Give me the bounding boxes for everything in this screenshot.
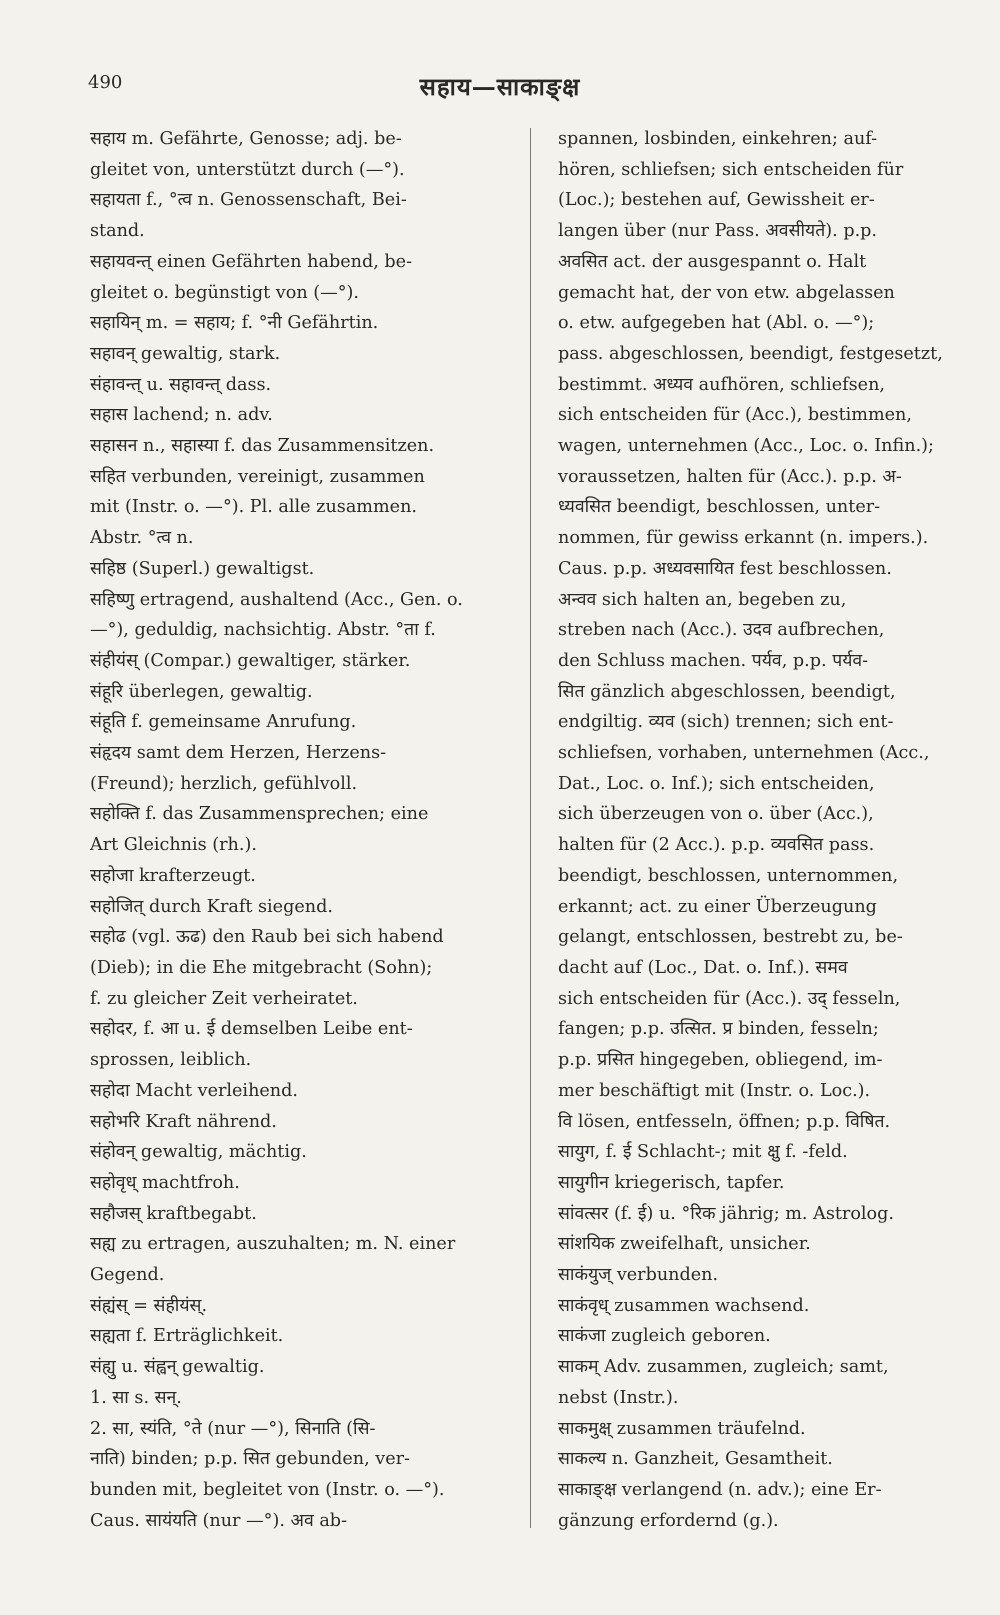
right-column-line: nebst (Instr.). bbox=[558, 1387, 679, 1408]
left-column-line: सहावन् gewaltig, stark. bbox=[90, 343, 281, 364]
right-column-line: halten für (2 Acc.). p.p. व्यवसित pass. bbox=[558, 835, 875, 856]
left-column-line: संह्यंस् = संहीयंस्. bbox=[90, 1295, 208, 1316]
left-column-line: सहिष्ठ (Superl.) gewaltigst. bbox=[90, 558, 315, 579]
right-column-line: p.p. प्रसित hingegeben, obliegend, im- bbox=[558, 1050, 883, 1071]
left-column-line: सहोदा Macht verleihend. bbox=[90, 1080, 298, 1101]
left-column-line: संहूति f. gemeinsame Anrufung. bbox=[90, 712, 357, 733]
left-column-line: सहोजित् durch Kraft siegend. bbox=[90, 896, 333, 917]
left-column-line: 2. सा, स्यंति, °ते (nur —°), सिनाति (सि- bbox=[90, 1418, 376, 1439]
page-number: 490 bbox=[88, 72, 123, 93]
right-column-line: sich entscheiden für (Acc.), bestimmen, bbox=[558, 405, 912, 426]
left-column-line: सह्यता f. Erträglichkeit. bbox=[90, 1326, 284, 1347]
left-column-line: संहूरि überlegen, gewaltig. bbox=[90, 681, 313, 702]
left-column-line: सहोढ (vgl. ऊढ) den Raub bei sich habend bbox=[90, 927, 444, 948]
right-column-line: nommen, für gewiss erkannt (n. impers.). bbox=[558, 528, 929, 549]
right-column-line: schliefsen, vorhaben, unternehmen (Acc., bbox=[558, 743, 930, 764]
left-column-line: Abstr. °त्व n. bbox=[90, 528, 194, 549]
right-column-line: अन्वव sich halten an, begeben zu, bbox=[558, 589, 847, 610]
right-column-line: ध्यवसित beendigt, beschlossen, unter- bbox=[558, 497, 881, 518]
right-column-line: spannen, losbinden, einkehren; auf- bbox=[558, 129, 878, 149]
left-column-line: संहोवन् gewaltig, mächtig. bbox=[90, 1142, 307, 1163]
left-column-line: सह्य zu ertragen, auszuhalten; m. N. einer bbox=[90, 1234, 456, 1255]
right-column-line: साकमुक्ष् zusammen träufelnd. bbox=[558, 1418, 806, 1439]
right-column-line: hören, schliefsen; sich entscheiden für bbox=[558, 159, 904, 180]
left-column-line: 1. सा s. सन्. bbox=[90, 1387, 182, 1408]
right-column-line: sich entscheiden für (Acc.). उद् fesseln, bbox=[558, 988, 901, 1009]
left-column-line: सहोजा krafterzeugt. bbox=[90, 865, 256, 886]
right-column-line: beendigt, beschlossen, unternommen, bbox=[558, 865, 899, 886]
left-column-line: संहावन्त् u. सहावन्त् dass. bbox=[90, 374, 272, 395]
running-head: सहाय—साकाङ्क्ष bbox=[419, 72, 581, 101]
right-column-line: वि lösen, entfesseln, öffnen; p.p. विषित. bbox=[558, 1111, 891, 1132]
right-column-line: साकल्य n. Ganzheit, Gesamtheit. bbox=[558, 1449, 833, 1470]
left-column-line: Gegend. bbox=[90, 1265, 165, 1286]
left-column-line: sprossen, leiblich. bbox=[90, 1050, 252, 1071]
right-column-line: gänzung erfordernd (g.). bbox=[558, 1510, 779, 1531]
right-column-line: o. etw. aufgegeben hat (Abl. o. —°); bbox=[558, 313, 875, 334]
right-column-line: सित gänzlich abgeschlossen, beendigt, bbox=[558, 681, 896, 702]
right-column-line: सायुगीन kriegerisch, tapfer. bbox=[558, 1172, 785, 1193]
left-column-line: Caus. सायंयति (nur —°). अव ab- bbox=[90, 1510, 348, 1531]
left-column bbox=[90, 124, 518, 1536]
right-column-line: fangen; p.p. उत्सित. प्र binden, fesseln; bbox=[558, 1019, 879, 1040]
left-column-line: सहायवन्त् einen Gefährten habend, be- bbox=[90, 251, 413, 272]
left-column-line: सहायता f., °त्व n. Genossenschaft, Bei- bbox=[90, 190, 407, 211]
left-column-line: f. zu gleicher Zeit verheiratet. bbox=[90, 988, 358, 1009]
right-column-line: Caus. p.p. अध्यवसायित fest beschlossen. bbox=[558, 558, 892, 579]
left-column-line: सहौजस् kraftbegabt. bbox=[90, 1203, 257, 1224]
right-column-line: gemacht hat, der von etw. abgelassen bbox=[558, 282, 895, 303]
left-column-line: संहीयंस् (Compar.) gewaltiger, stärker. bbox=[90, 650, 411, 671]
left-column-line: —°), geduldig, nachsichtig. Abstr. °ता f. bbox=[90, 620, 436, 641]
right-column-line: अवसित act. der ausgespannt o. Halt bbox=[558, 251, 867, 272]
right-column-line: Dat., Loc. o. Inf.); sich entscheiden, bbox=[558, 773, 875, 794]
left-column-line: सहोभरि Kraft nährend. bbox=[90, 1111, 277, 1132]
right-column-line: pass. abgeschlossen, beendigt, festgesetzt, bbox=[558, 343, 943, 364]
right-column-line: bestimmt. अध्यव aufhören, schliefsen, bbox=[558, 374, 886, 395]
left-column-line: mit (Instr. o. —°). Pl. alle zusammen. bbox=[90, 497, 418, 518]
left-column-line: gleitet o. begünstigt von (—°). bbox=[90, 282, 359, 303]
left-column-line: सहाय m. Gefährte, Genosse; adj. be- bbox=[90, 129, 402, 149]
left-column-line: सहायिन् m. = सहाय; f. °नी Gefährtin. bbox=[90, 313, 379, 334]
left-column-line: सहोक्ति f. das Zusammensprechen; eine bbox=[90, 804, 429, 825]
right-column-line: gelangt, entschlossen, bestrebt zu, be- bbox=[558, 927, 903, 948]
right-column-line: सांशयिक zweifelhaft, unsicher. bbox=[558, 1234, 811, 1255]
right-column-line: साकाङ्क्ष verlangend (n. adv.); eine Er- bbox=[558, 1479, 882, 1500]
right-column-line: dacht auf (Loc., Dat. o. Inf.). समव bbox=[558, 957, 848, 978]
right-column-line: erkannt; act. zu einer Überzeugung bbox=[558, 896, 877, 917]
left-column-line: सहोदर, f. आ u. ई demselben Leibe ent- bbox=[90, 1019, 413, 1040]
left-column-line: bunden mit, begleitet von (Instr. o. —°). bbox=[90, 1479, 445, 1500]
column-divider bbox=[530, 128, 531, 1528]
left-column-line: gleitet von, unterstützt durch (—°). bbox=[90, 159, 405, 180]
right-column-line: साकंजा zugleich geboren. bbox=[558, 1326, 771, 1347]
right-column-line: langen über (nur Pass. अवसीयते). p.p. bbox=[558, 221, 878, 242]
right-column-line: सांवत्सर (f. ई) u. °रिक jährig; m. Astrolog. bbox=[558, 1203, 894, 1224]
left-column-line: सहोवृध् machtfroh. bbox=[90, 1172, 240, 1193]
right-column bbox=[558, 124, 954, 1536]
left-column-line: stand. bbox=[90, 221, 145, 242]
left-column-line: Art Gleichnis (rh.). bbox=[90, 835, 257, 856]
right-column-line: साकंयुज् verbunden. bbox=[558, 1265, 719, 1286]
right-column-line: mer beschäftigt mit (Instr. o. Loc.). bbox=[558, 1080, 871, 1101]
right-column-line: streben nach (Acc.). उदव aufbrechen, bbox=[558, 620, 885, 641]
left-column-line: नाति) binden; p.p. सित gebunden, ver- bbox=[90, 1449, 410, 1470]
right-column-line: voraussetzen, halten für (Acc.). p.p. अ- bbox=[558, 466, 902, 487]
right-column-line: साकम् Adv. zusammen, zugleich; samt, bbox=[558, 1357, 889, 1378]
left-column-line: सहित verbunden, vereinigt, zusammen bbox=[90, 466, 425, 487]
left-column-line: संह्यु u. संह्वन् gewaltig. bbox=[90, 1357, 265, 1378]
right-column-line: den Schluss machen. पर्यव, p.p. पर्यव- bbox=[558, 650, 869, 671]
left-column-line: सहास lachend; n. adv. bbox=[90, 405, 273, 426]
right-column-line: sich überzeugen von o. über (Acc.), bbox=[558, 804, 874, 825]
left-column-line: (Dieb); in die Ehe mitgebracht (Sohn); bbox=[90, 957, 433, 978]
right-column-line: endgiltig. व्यव (sich) trennen; sich ent- bbox=[558, 712, 894, 733]
right-column-line: (Loc.); bestehen auf, Gewissheit er- bbox=[558, 190, 875, 211]
right-column-line: साकंवृध् zusammen wachsend. bbox=[558, 1295, 810, 1316]
left-column-line: सहासन n., सहास्या f. das Zusammensitzen. bbox=[90, 436, 435, 457]
right-column-line: सायुग, f. ई Schlacht-; mit क्षु f. -feld. bbox=[558, 1142, 848, 1163]
left-column-line: सहिष्णु ertragend, aushaltend (Acc., Gen. o. bbox=[90, 589, 463, 610]
left-column-line: (Freund); herzlich, gefühlvoll. bbox=[90, 773, 358, 794]
left-column-line: संहृदय samt dem Herzen, Herzens- bbox=[90, 743, 387, 764]
right-column-line: wagen, unternehmen (Acc., Loc. o. Infin.); bbox=[558, 436, 934, 457]
